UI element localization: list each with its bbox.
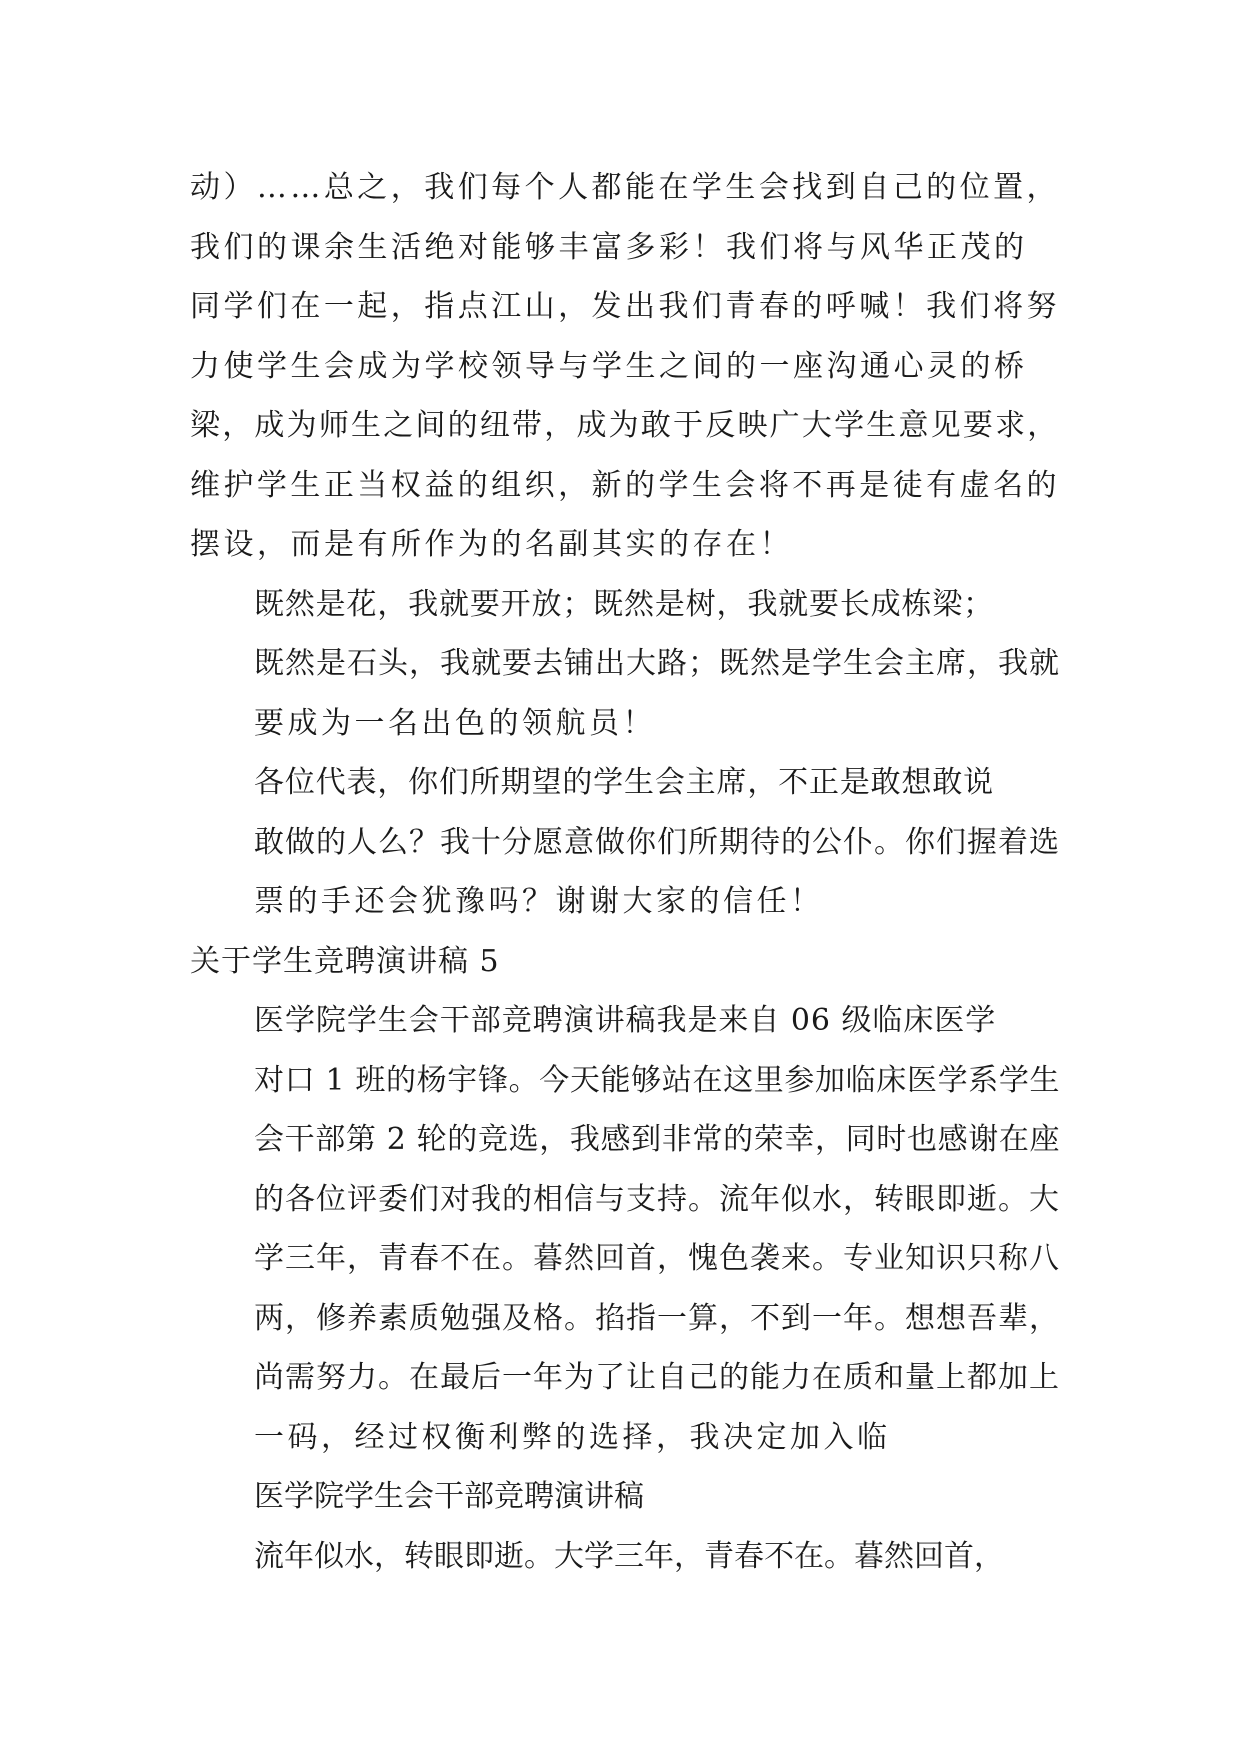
paragraph bbox=[190, 1527, 1060, 1587]
paragraph-line: 既然是花，我就要开放；既然是树，我就要长成栋梁； bbox=[254, 586, 994, 622]
paragraph-line: 维护学生正当权益的组织，新的学生会将不再是徒有虚名的 bbox=[190, 467, 1060, 503]
paragraph-line: 敢做的人么？我十分愿意做你们所期待的公仆。你们握着选 bbox=[254, 824, 1060, 860]
paragraph-line: 一码，经过权衡利弊的选择，我决定加入临 bbox=[254, 1419, 891, 1455]
paragraph bbox=[190, 991, 1060, 1467]
paragraph-line: 医学院学生会干部竞聘演讲稿 bbox=[254, 1479, 644, 1514]
paragraph-line: 医学院学生会干部竞聘演讲稿我是来自 06 级临床医学 bbox=[254, 1003, 997, 1038]
paragraph-line: 两，修养素质勉强及格。掐指一算，不到一年。想想吾辈， bbox=[254, 1300, 1060, 1336]
paragraph-line: 学三年，青春不在。暮然回首，愧色袭来。专业知识只称八 bbox=[254, 1241, 1060, 1276]
paragraph-line: 流年似水，转眼即逝。大学三年，青春不在。暮然回首， bbox=[254, 1538, 1004, 1574]
paragraph-line: 我们的课余生活绝对能够丰富多彩！我们将与风华正茂的 bbox=[190, 229, 1028, 265]
paragraph-line: 摆设，而是有所作为的名副其实的存在！ bbox=[190, 527, 793, 562]
paragraph-line: 各位代表，你们所期望的学生会主席，不正是敢想敢说 bbox=[254, 765, 994, 800]
paragraph bbox=[190, 158, 1060, 575]
paragraph bbox=[190, 1467, 1060, 1527]
paragraph bbox=[190, 753, 1060, 932]
paragraph bbox=[190, 575, 1060, 754]
section-heading bbox=[190, 932, 1060, 992]
paragraph-line: 既然是石头，我就要去铺出大路；既然是学生会主席，我就 bbox=[254, 646, 1060, 681]
paragraph-line: 力使学生会成为学校领导与学生之间的一座沟通心灵的桥 bbox=[190, 348, 1028, 384]
paragraph-line: 会干部第 2 轮的竞选，我感到非常的荣幸，同时也感谢在座 bbox=[254, 1122, 1061, 1157]
paragraph-line: 的各位评委们对我的相信与支持。流年似水，转眼即逝。大 bbox=[254, 1181, 1060, 1217]
paragraph-line: 梁，成为师生之间的纽带，成为敢于反映广大学生意见要求， bbox=[190, 408, 1060, 443]
document-body bbox=[190, 158, 1060, 1586]
paragraph-line: 尚需努力。在最后一年为了让自己的能力在质和量上都加上 bbox=[254, 1360, 1060, 1395]
paragraph-line: 要成为一名出色的领航员！ bbox=[254, 705, 656, 741]
paragraph-line: 动）……总之，我们每个人都能在学生会找到自己的位置， bbox=[190, 170, 1060, 205]
paragraph-line: 同学们在一起，指点江山，发出我们青春的呼喊！我们将努 bbox=[190, 289, 1060, 324]
paragraph-line: 对口 1 班的杨宇锋。今天能够站在这里参加临床医学系学生 bbox=[254, 1062, 1061, 1098]
paragraph-line: 票的手还会犹豫吗？谢谢大家的信任！ bbox=[254, 884, 824, 919]
heading-text: 关于学生竞聘演讲稿 5 bbox=[190, 943, 500, 979]
